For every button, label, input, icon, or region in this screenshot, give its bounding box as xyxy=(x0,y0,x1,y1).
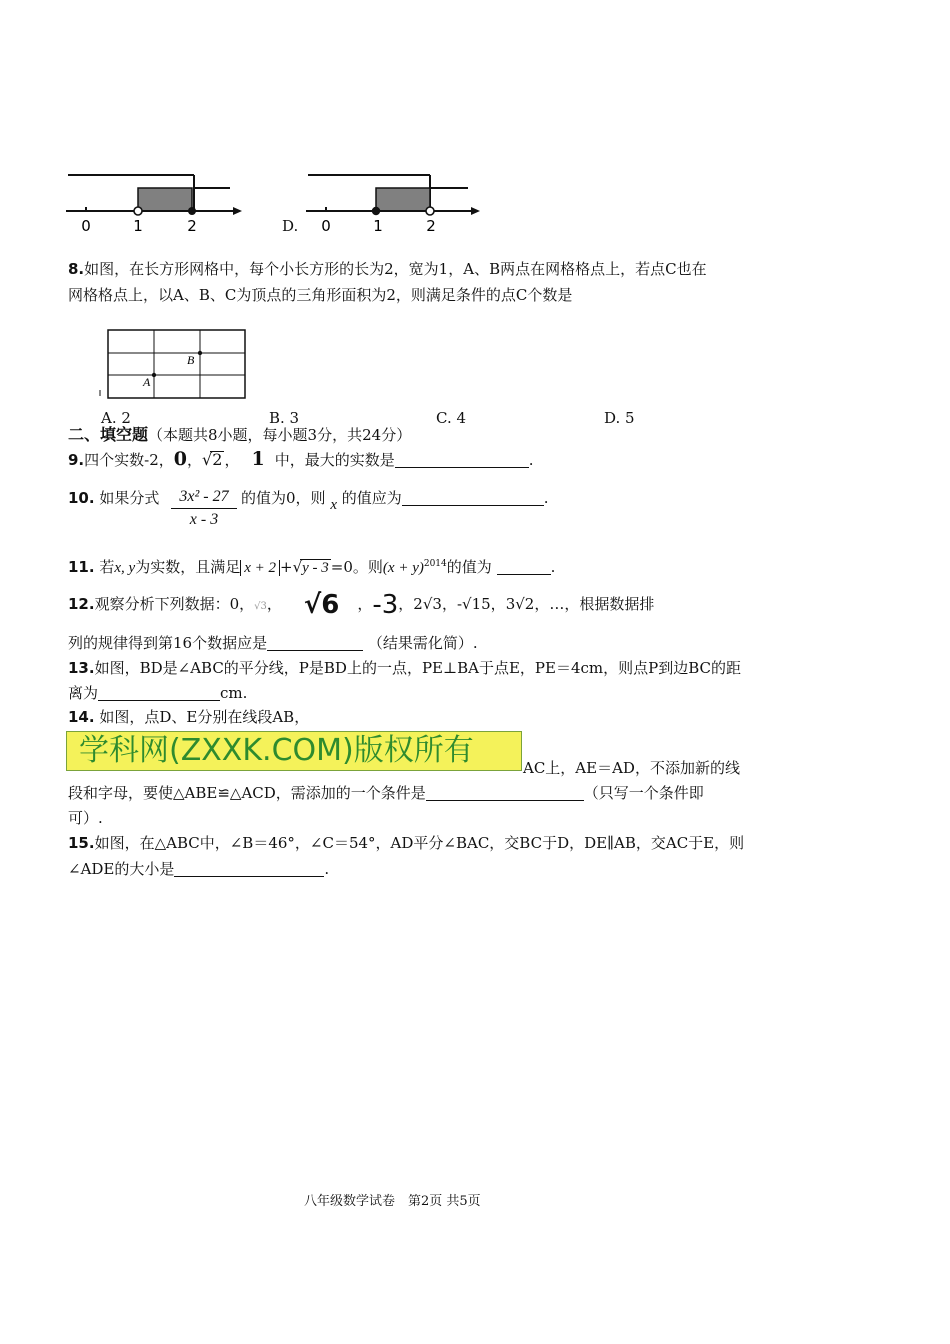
number-line-option-d xyxy=(302,168,492,238)
question-14-line2: AC上，AE＝AD，不添加新的线 xyxy=(523,759,740,777)
question-12-line2: 列的规律得到第16个数据应是 （结果需化简）. xyxy=(68,634,478,652)
question-15-line2: ∠ADE的大小是 . xyxy=(68,860,330,878)
question-10-rest: 的值为0，则 x 的值应为 . xyxy=(241,489,549,513)
question-10-text: 10. 如果分式 xyxy=(68,489,160,507)
q8-option-c: C. 4 xyxy=(436,409,467,427)
tick-2: 2 xyxy=(426,217,436,235)
copyright-watermark: 学科网(ZXXK.COM)版权所有 xyxy=(66,731,522,771)
q8-option-d: D. 5 xyxy=(604,409,635,427)
question-13-line2: 离为 cm. xyxy=(68,684,248,702)
question-15-line1: 15.如图，在△ABC中，∠B＝46°，∠C＝54°，AD平分∠BAC，交BC于D，DE∥AB，交AC于E，则 xyxy=(68,834,745,852)
question-14-line4: 可）. xyxy=(68,809,103,827)
question-9: 9.四个实数-2，0，√2 ， 1 中，最大的实数是 . xyxy=(68,448,534,470)
question-8-grid-figure xyxy=(96,326,256,404)
tick-1: 1 xyxy=(373,217,383,235)
tick-1: 1 xyxy=(133,217,143,235)
number-line-option-c xyxy=(62,168,252,238)
question-8-line1: 8.如图，在长方形网格中，每个小长方形的长为2，宽为1，A、B两点在网格格点上，若点C也在 xyxy=(68,260,707,278)
question-14-line3: 段和字母，要使△ABE≌△ACD，需添加的一个条件是 （只写一个条件即 xyxy=(68,784,704,802)
tick-0: 0 xyxy=(81,217,91,235)
point-b-label: B xyxy=(187,353,195,367)
question-13-line1: 13.如图，BD是∠ABC的平分线，P是BD上的一点，PE⊥BA于点E，PE＝4cm，则点P到边BC的距 xyxy=(68,659,741,677)
section-2-heading: 二、填空题（本题共8小题，每小题3分，共24分） xyxy=(68,425,412,444)
option-d-label: D. xyxy=(282,217,299,235)
question-12-line1: 12.观察分析下列数据：0，√3， √6 ，-3，2√3，-√15，3√2，…，根据数据排 xyxy=(68,590,655,620)
point-a-label: A xyxy=(143,375,151,389)
tick-2: 2 xyxy=(187,217,197,235)
question-8-line2: 网格格点上，以A、B、C为顶点的三角形面积为2，则满足条件的点C个数是 xyxy=(68,286,573,304)
question-10-fraction: $\frac{\text{3x² - 27}}{x - 3}$ xyxy=(171,486,237,531)
tick-0: 0 xyxy=(321,217,331,235)
q8-option-a: A. 2 xyxy=(101,409,131,427)
page-footer: 八年级数学试卷 第2页 共5页 xyxy=(304,1194,481,1209)
question-14-line1: 14. 如图，点D、E分别在线段AB， xyxy=(68,708,310,726)
q8-option-b: B. 3 xyxy=(269,409,300,427)
question-11: 11. 若x, y为实数，且满足 x + 2 +√y - 3 =0。则$(x + y)^{2014}$的值为 . xyxy=(68,558,556,576)
